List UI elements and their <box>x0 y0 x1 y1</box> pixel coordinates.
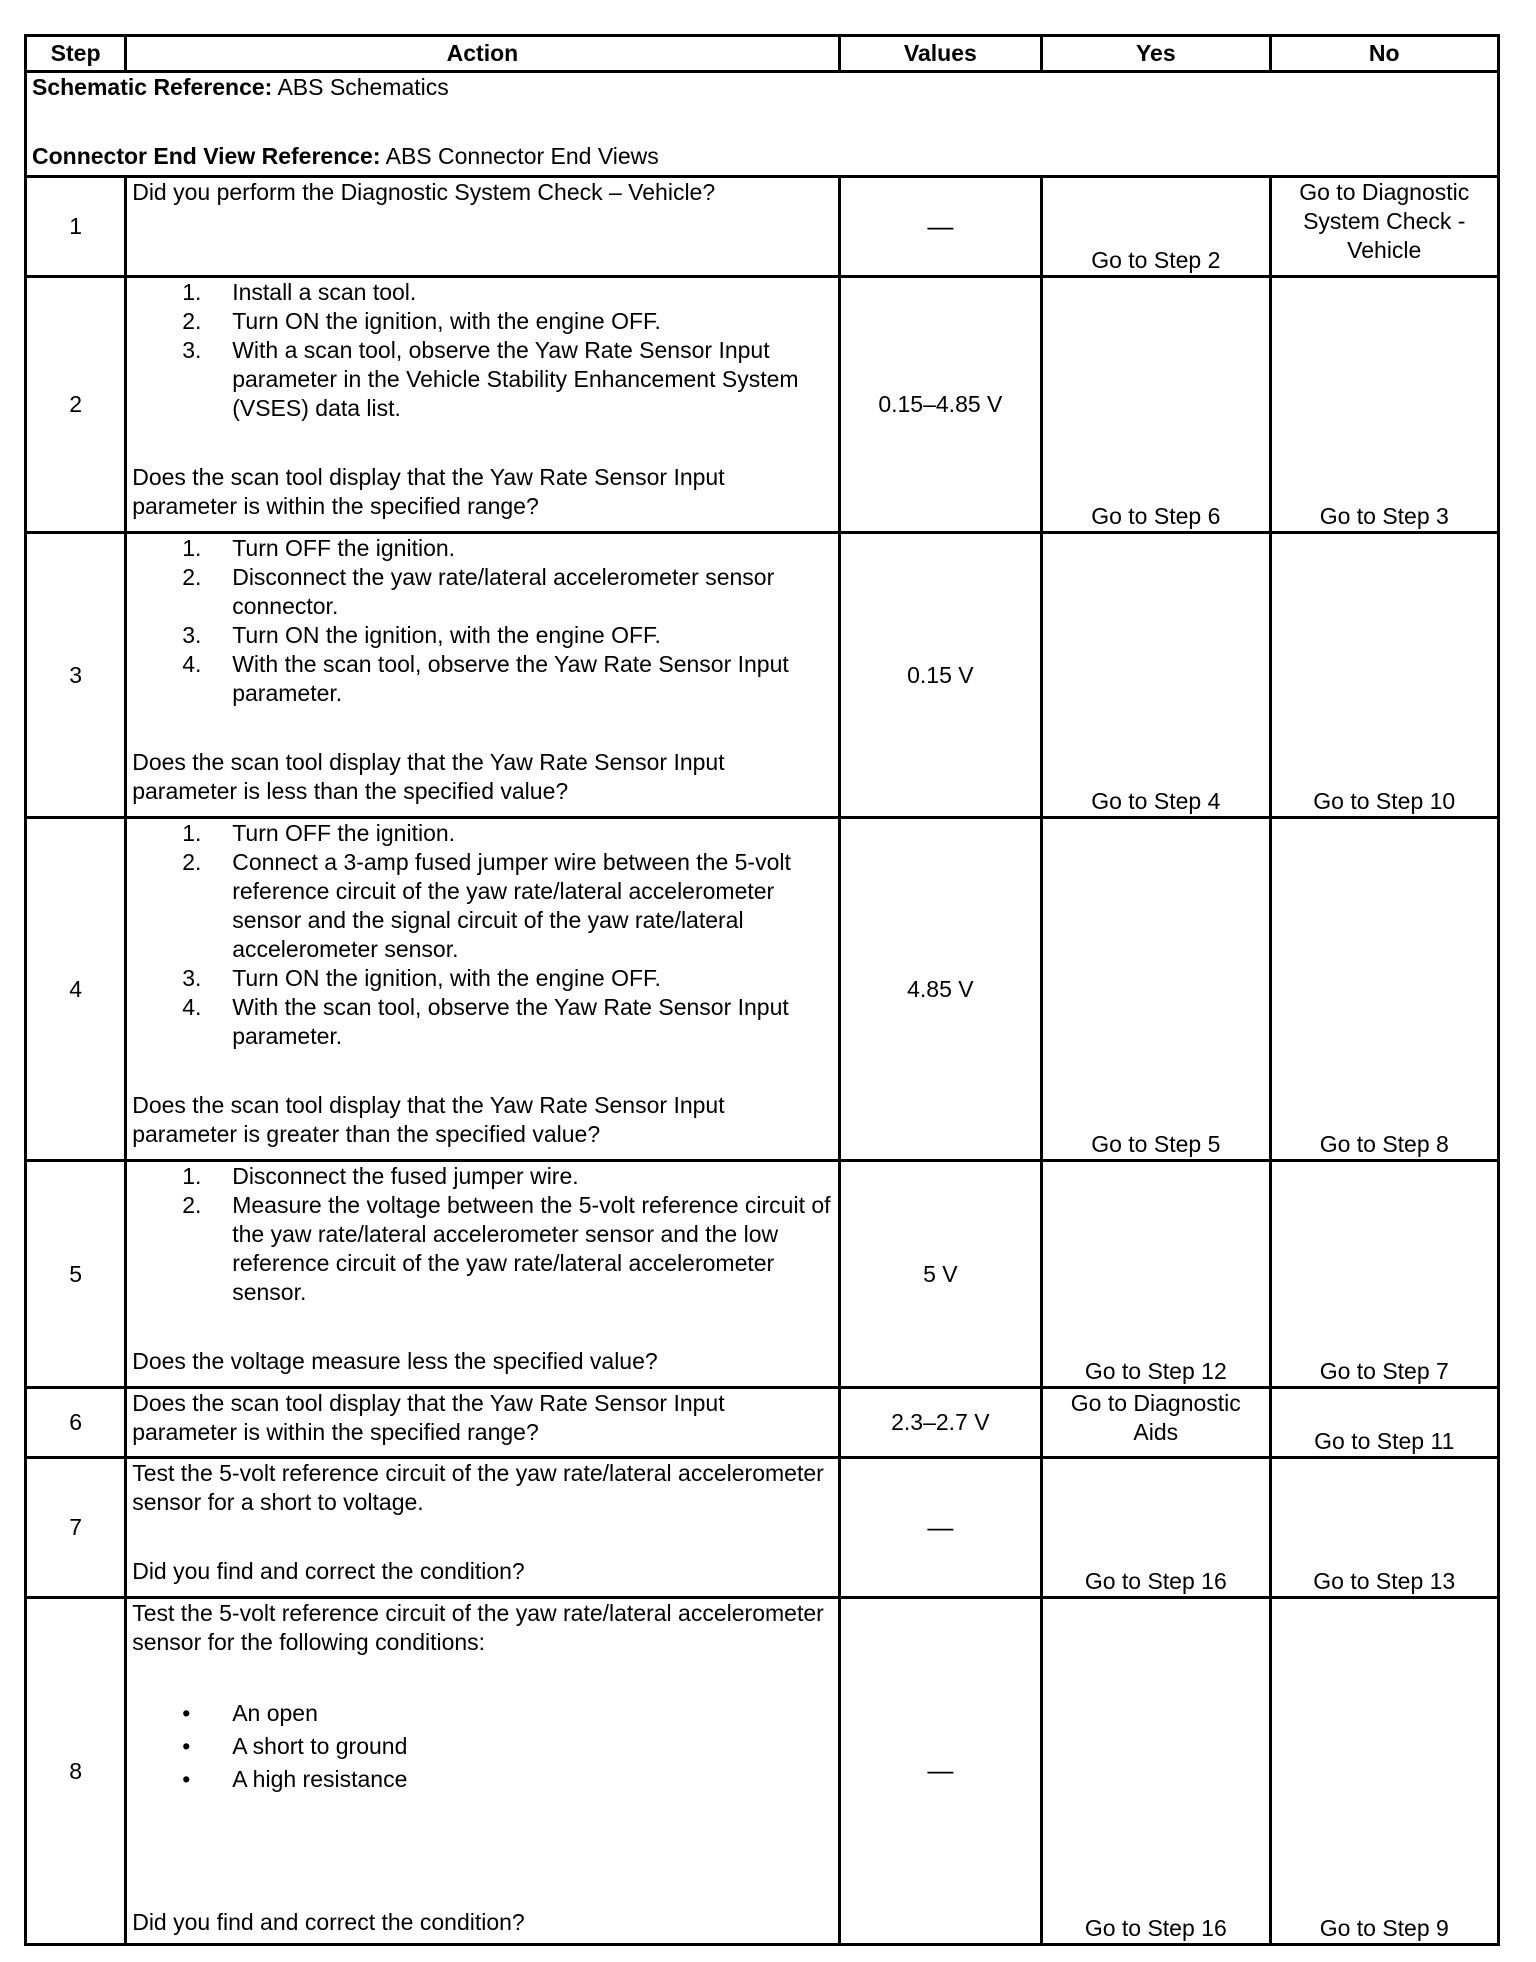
action-cell <box>126 277 839 533</box>
no-cell: Go to Step 13 <box>1270 1458 1498 1598</box>
list-item: 3. Turn ON the ignition, with the engine OFF. <box>182 965 661 991</box>
schematic-reference: Schematic Reference: ABS Schematics <box>32 74 449 100</box>
yes-cell: Go to Step 16 <box>1042 1458 1270 1598</box>
header-row <box>26 36 1499 72</box>
list-item: 2. Disconnect the yaw rate/lateral accelerometer sensor connector. <box>182 564 775 619</box>
no-cell: Go to Step 10 <box>1270 533 1498 818</box>
no-cell: Go to Step 7 <box>1270 1161 1498 1388</box>
list-item: 1. Turn OFF the ignition. <box>182 820 456 846</box>
reference-row <box>26 72 1499 177</box>
header-values: Values <box>839 36 1041 72</box>
action-cell <box>126 1388 839 1458</box>
action-question: Does the voltage measure less the specified value? <box>132 1348 658 1374</box>
value-cell: 2.3–2.7 V <box>839 1388 1041 1458</box>
header-yes: Yes <box>1042 36 1270 72</box>
step-number: 4 <box>26 818 126 1161</box>
action-steps <box>132 278 832 423</box>
yes-cell: Go to Step 2 <box>1042 177 1270 277</box>
value-cell: 4.85 V <box>839 818 1041 1161</box>
yes-cell: Go to Step 12 <box>1042 1161 1270 1388</box>
step-number: 8 <box>26 1598 126 1945</box>
yes-cell: Go to Step 6 <box>1042 277 1270 533</box>
table-row <box>26 818 1499 1161</box>
action-cell <box>126 1161 839 1388</box>
action-intro: Test the 5-volt reference circuit of the yaw rate/lateral accelerometer sensor for a short to voltage. <box>132 1460 824 1515</box>
list-item: 2. Turn ON the ignition, with the engine OFF. <box>182 308 661 334</box>
value-cell: — <box>839 1598 1041 1945</box>
value-cell: 5 V <box>839 1161 1041 1388</box>
action-cell <box>126 1458 839 1598</box>
no-cell: Go to Step 3 <box>1270 277 1498 533</box>
header-no: No <box>1270 36 1498 72</box>
yes-cell: Go to Step 5 <box>1042 818 1270 1161</box>
yes-cell: Go to Diagnostic Aids <box>1042 1388 1270 1458</box>
list-item: 2. Connect a 3-amp fused jumper wire between the 5-volt reference circuit of the yaw rate/lateral accelerometer sensor and the signal circuit of the yaw rate/lateral accelerometer sensor. <box>182 849 791 962</box>
diagnostic-table <box>24 34 1500 1946</box>
no-cell: Go to Diagnostic System Check - Vehicle <box>1270 177 1498 277</box>
table-row <box>26 1161 1499 1388</box>
step-number: 7 <box>26 1458 126 1598</box>
no-cell: Go to Step 11 <box>1270 1388 1498 1458</box>
list-item: 3. Turn ON the ignition, with the engine OFF. <box>182 622 661 648</box>
action-steps <box>132 819 832 1051</box>
action-cell <box>126 818 839 1161</box>
action-question: Does the scan tool display that the Yaw Rate Sensor Input parameter is within the specified range? <box>132 1390 725 1445</box>
list-item: 4. With the scan tool, observe the Yaw Rate Sensor Input parameter. <box>182 994 789 1049</box>
no-cell: Go to Step 8 <box>1270 818 1498 1161</box>
header-step: Step <box>26 36 126 72</box>
table-row <box>26 533 1499 818</box>
action-steps <box>132 1162 832 1307</box>
list-item: • An open <box>182 1700 318 1726</box>
list-item: 1. Install a scan tool. <box>182 279 417 305</box>
value-cell: — <box>839 1458 1041 1598</box>
action-steps <box>132 534 832 708</box>
action-question: Did you find and correct the condition? <box>132 1558 525 1584</box>
list-item: • A high resistance <box>182 1766 408 1792</box>
table-row <box>26 1458 1499 1598</box>
action-question: Does the scan tool display that the Yaw Rate Sensor Input parameter is greater than the specified value? <box>132 1092 725 1147</box>
value-cell: — <box>839 177 1041 277</box>
no-cell: Go to Step 9 <box>1270 1598 1498 1945</box>
action-cell <box>126 177 839 277</box>
table-row <box>26 177 1499 277</box>
yes-cell: Go to Step 16 <box>1042 1598 1270 1945</box>
list-item: 2. Measure the voltage between the 5-volt reference circuit of the yaw rate/lateral accelerometer sensor and the low reference circuit of the yaw rate/lateral accelerometer sensor. <box>182 1192 831 1305</box>
list-item: 1. Disconnect the fused jumper wire. <box>182 1163 579 1189</box>
action-cell <box>126 1598 839 1945</box>
yes-cell: Go to Step 4 <box>1042 533 1270 818</box>
action-question: Did you find and correct the condition? <box>132 1909 525 1935</box>
list-item: 1. Turn OFF the ignition. <box>182 535 456 561</box>
step-number: 1 <box>26 177 126 277</box>
header-action: Action <box>126 36 839 72</box>
list-item: 4. With the scan tool, observe the Yaw Rate Sensor Input parameter. <box>182 651 789 706</box>
connector-reference: Connector End View Reference: ABS Connector End Views <box>32 143 659 169</box>
action-cell <box>126 533 839 818</box>
step-number: 5 <box>26 1161 126 1388</box>
step-number: 2 <box>26 277 126 533</box>
list-item: 3. With a scan tool, observe the Yaw Rate Sensor Input parameter in the Vehicle Stability Enhancement System (VSES) data list. <box>182 337 799 421</box>
action-question: Did you perform the Diagnostic System Check – Vehicle? <box>132 179 716 205</box>
condition-list <box>132 1697 832 1796</box>
value-cell: 0.15–4.85 V <box>839 277 1041 533</box>
step-number: 3 <box>26 533 126 818</box>
table-row <box>26 1598 1499 1945</box>
action-intro: Test the 5-volt reference circuit of the yaw rate/lateral accelerometer sensor for the following conditions: <box>132 1600 824 1655</box>
action-question: Does the scan tool display that the Yaw Rate Sensor Input parameter is less than the specified value? <box>132 749 725 804</box>
value-cell: 0.15 V <box>839 533 1041 818</box>
action-question: Does the scan tool display that the Yaw Rate Sensor Input parameter is within the specified range? <box>132 464 725 519</box>
step-number: 6 <box>26 1388 126 1458</box>
table-row <box>26 277 1499 533</box>
table-row <box>26 1388 1499 1458</box>
list-item: • A short to ground <box>182 1733 408 1759</box>
